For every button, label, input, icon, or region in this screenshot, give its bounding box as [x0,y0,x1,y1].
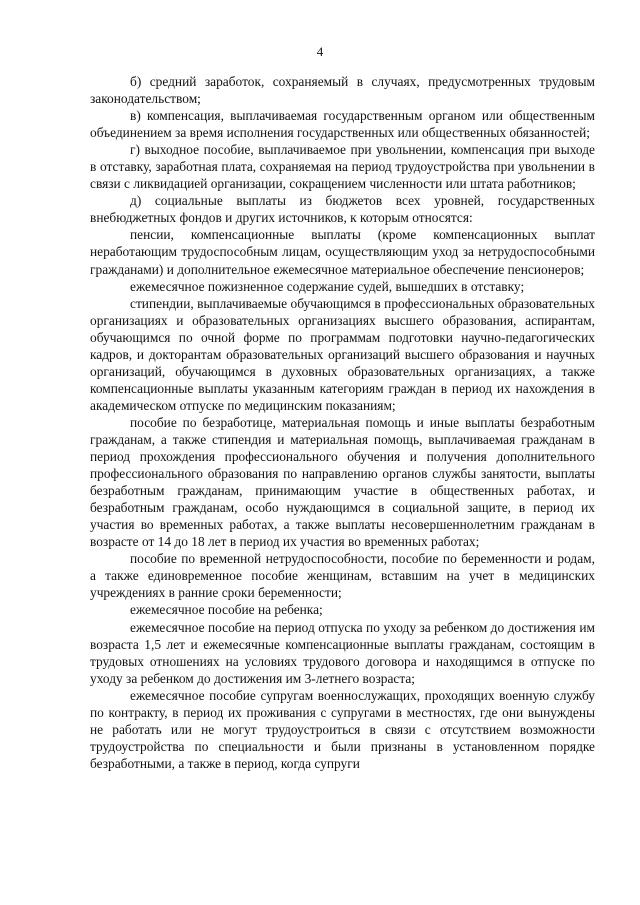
paragraph-disability-benefit: пособие по временной нетрудоспособности, пособие по беременности и родам, а также единовременное пособие женщинам, вставшим на учет в медицинских учреждениях в ранние сроки беременности; [90,551,595,601]
paragraph-pensions: пенсии, компенсационные выплаты (кроме компенсационных выплат неработающим трудоспособным лицам, осуществляющим уход за нетрудоспособными гражданами) и дополнительное ежемесячное материальное обеспечение пенсионеров; [90,227,595,277]
paragraph-child-allowance: ежемесячное пособие на ребенка; [130,602,323,618]
paragraph-compensation: в) компенсация, выплачиваемая государственным органом или общественным объединением за время исполнения государственных или общественных обязанностей; [90,108,595,141]
paragraph-severance-pay: г) выходное пособие, выплачиваемое при увольнении, компенсация при выходе в отставку, заработная плата, сохраняемая на период трудоустройства при увольнении в связи с ликвидацией организации, сокращением численности или штата работников; [90,142,595,192]
paragraph-social-payments: д) социальные выплаты из бюджетов всех уровней, государственных внебюджетных фондов и других источников, к которым относятся: [90,193,595,226]
paragraph-parental-leave-allowance: ежемесячное пособие на период отпуска по уходу за ребенком до достижения им возраста 1,5 лет и ежемесячные компенсационные выплаты гражданам, состоящим в трудовых отношениях на условиях трудового договора и находящимся в отпуске по уходу за ребенком до достижения им 3-летнего возраста; [90,619,595,686]
paragraph-judges-allowance: ежемесячное пожизненное содержание судей, вышедших в отставку; [130,278,525,294]
paragraph-average-earnings: б) средний заработок, сохраняемый в случаях, предусмотренных трудовым законодательством; [90,74,595,107]
paragraph-military-spouse-allowance: ежемесячное пособие супругам военнослужащих, проходящих военную службу по контракту, в период их проживания с супругами в местностях, где они вынуждены не работать или не могут трудоустроиться в связи с отсутствием возможности трудоустройства по специальности и были признаны в установленном порядке безработными, а также в период, когда супруги [90,687,595,771]
document-body [90,73,595,772]
paragraph-unemployment-benefit: пособие по безработице, материальная помощь и иные выплаты безработным гражданам, а также стипендия и материальная помощь, выплачиваемая гражданам в период прохождения профессионального обучения и получения дополнительного профессионального образования по направлению органов службы занятости, выплаты безработным гражданам, принимающим участие в общественных работах, и безработным гражданам, особо нуждающимся в социальной защите, в период их участия во временных работах, а также выплаты несовершеннолетним гражданам в возрасте от 14 до 18 лет в период их участия во временных работах; [90,414,595,550]
page-number: 4 [316,44,324,59]
paragraph-scholarships: стипендии, выплачиваемые обучающимся в профессиональных образовательных организациях и образовательных организациях высшего образования, аспирантам, обучающимся по очной форме по программам подготовки научно-педагогических кадров, и докторантам образовательных организаций высшего образования и научных организаций, обучающимся в духовных образовательных организациях, а также компенсационные выплаты указанным категориям граждан в период их нахождения в академическом отпуске по медицинским показаниям; [90,295,595,413]
